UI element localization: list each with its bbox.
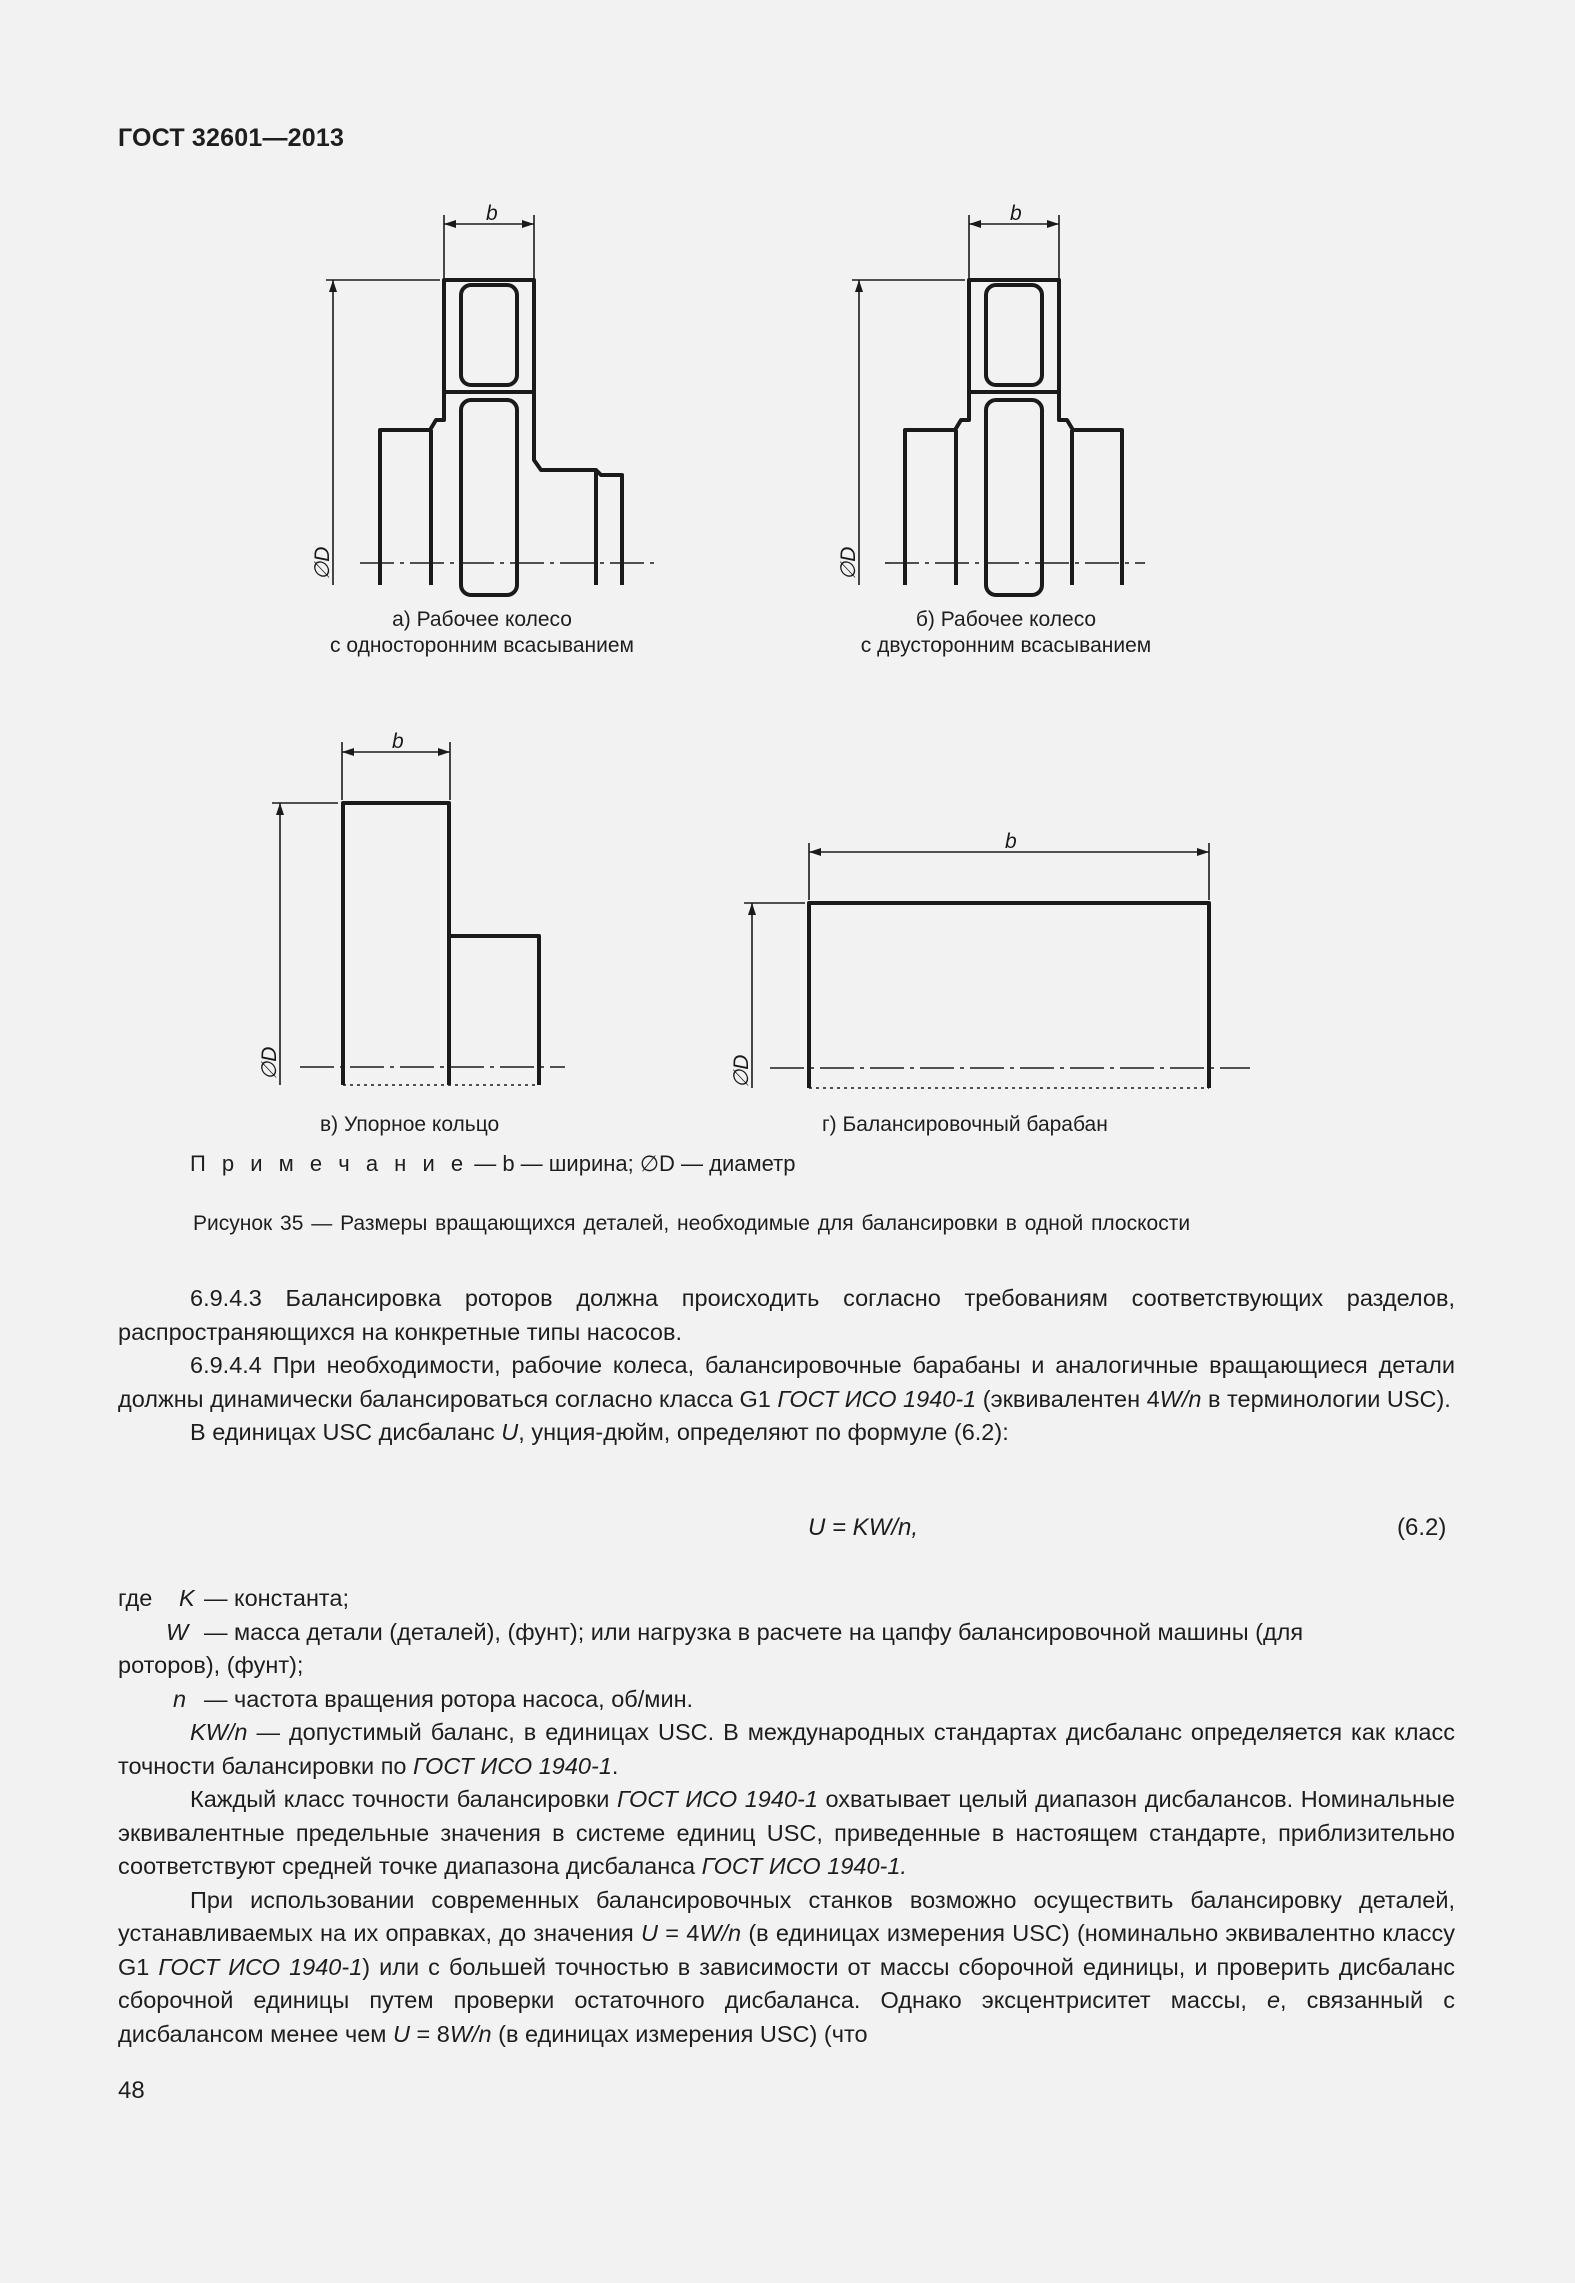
formula-6-2: U = KW/n, (6.2) xyxy=(808,1514,1447,1541)
figure-note: П р и м е ч а н и е — b — ширина; ∅D — диаметр xyxy=(190,1151,796,1176)
dim-d-g: ∅D xyxy=(730,1054,753,1088)
caption-g: г) Балансировочный барабан xyxy=(822,1113,1108,1136)
dim-b-g: b xyxy=(1005,830,1017,853)
figure-b-drawing xyxy=(837,202,1145,595)
caption-b: б) Рабочее колесо с двусторонним всасыванием xyxy=(860,608,1152,657)
caption-v: в) Упорное кольцо xyxy=(320,1113,500,1136)
dim-b-a: b xyxy=(486,202,498,225)
paragraph-balancing-machines: При использовании современных балансировочных станков возможно осуществить балансировку деталей, устанавливаемых на их оправках, до значения U = 4W/n (в единицах измерения USC) (номинально эквивалентно классу G1 ГОСТ ИСО 1940-1) или с большей точностью в зависимости от массы сборочной единицы, и проверить дисбаланс сборочной единицы путем проверки остаточного дисбаланса. Однако эксцентриситет массы, e, связанный с дисбалансом менее чем U = 8W/n (в единицах измерения USC) (что xyxy=(118,1886,1456,2047)
paragraph-kwn: KW/n — допустимый баланс, в единицах USC. В международных стандартах дисбаланс определяется как класс точности балансировки по ГОСТ ИСО 1940-1. xyxy=(118,1719,1455,1779)
figure-a-drawing xyxy=(311,202,655,595)
page-number: 48 xyxy=(118,2077,145,2104)
paragraph-6-9-4-3: 6.9.4.3 Балансировка роторов должна происходить согласно требованиям соответствующих разделов, распространяющихся на конкретные типы насосов. xyxy=(118,1285,1455,1345)
body-text-top xyxy=(118,1282,1455,1450)
formula-legend: где K — константа; W — масса детали (деталей), (фунт); или нагрузка в расчете на цапфу балансировочной машины (для роторов), (фунт); n — частота вращения ротора насоса, об/мин. xyxy=(118,1585,1304,1712)
dim-b-b: b xyxy=(1010,202,1022,225)
caption-a: а) Рабочее колесо с односторонним всасыванием xyxy=(330,608,634,657)
paragraph-6-9-4-4: 6.9.4.4 При необходимости, рабочие колеса, балансировочные барабаны и аналогичные вращающиеся детали должны динамически балансироваться согласно класса G1 ГОСТ ИСО 1940-1 (эквивалентен 4W/n в терминологии USC). xyxy=(118,1352,1455,1412)
body-text-bottom xyxy=(118,1716,1455,2051)
paragraph-balance-class: Каждый класс точности балансировки ГОСТ ИСО 1940-1 охватывает целый диапазон дисбалансов. Номинальные эквивалентные предельные значения в системе единиц USC, приведенные в настоящем стандарте, приблизительно соответствуют средней точке диапазона дисбаланса ГОСТ ИСО 1940-1. xyxy=(118,1786,1455,1879)
figure-v-drawing xyxy=(258,730,565,1085)
paragraph-usc-units: В единицах USC дисбаланс U, унция-дюйм, определяют по формуле (6.2): xyxy=(190,1419,1009,1445)
dim-d-v: ∅D xyxy=(258,1046,281,1080)
dim-d-b: ∅D xyxy=(837,546,860,580)
figure-g-drawing xyxy=(730,830,1250,1088)
dim-b-v: b xyxy=(392,730,404,753)
figure-title: Рисунок 35 — Размеры вращающихся деталей, необходимые для балансировки в одной плоскости xyxy=(193,1212,1191,1235)
dim-d-a: ∅D xyxy=(311,546,334,580)
standard-header: ГОСТ 32601—2013 xyxy=(118,124,345,152)
